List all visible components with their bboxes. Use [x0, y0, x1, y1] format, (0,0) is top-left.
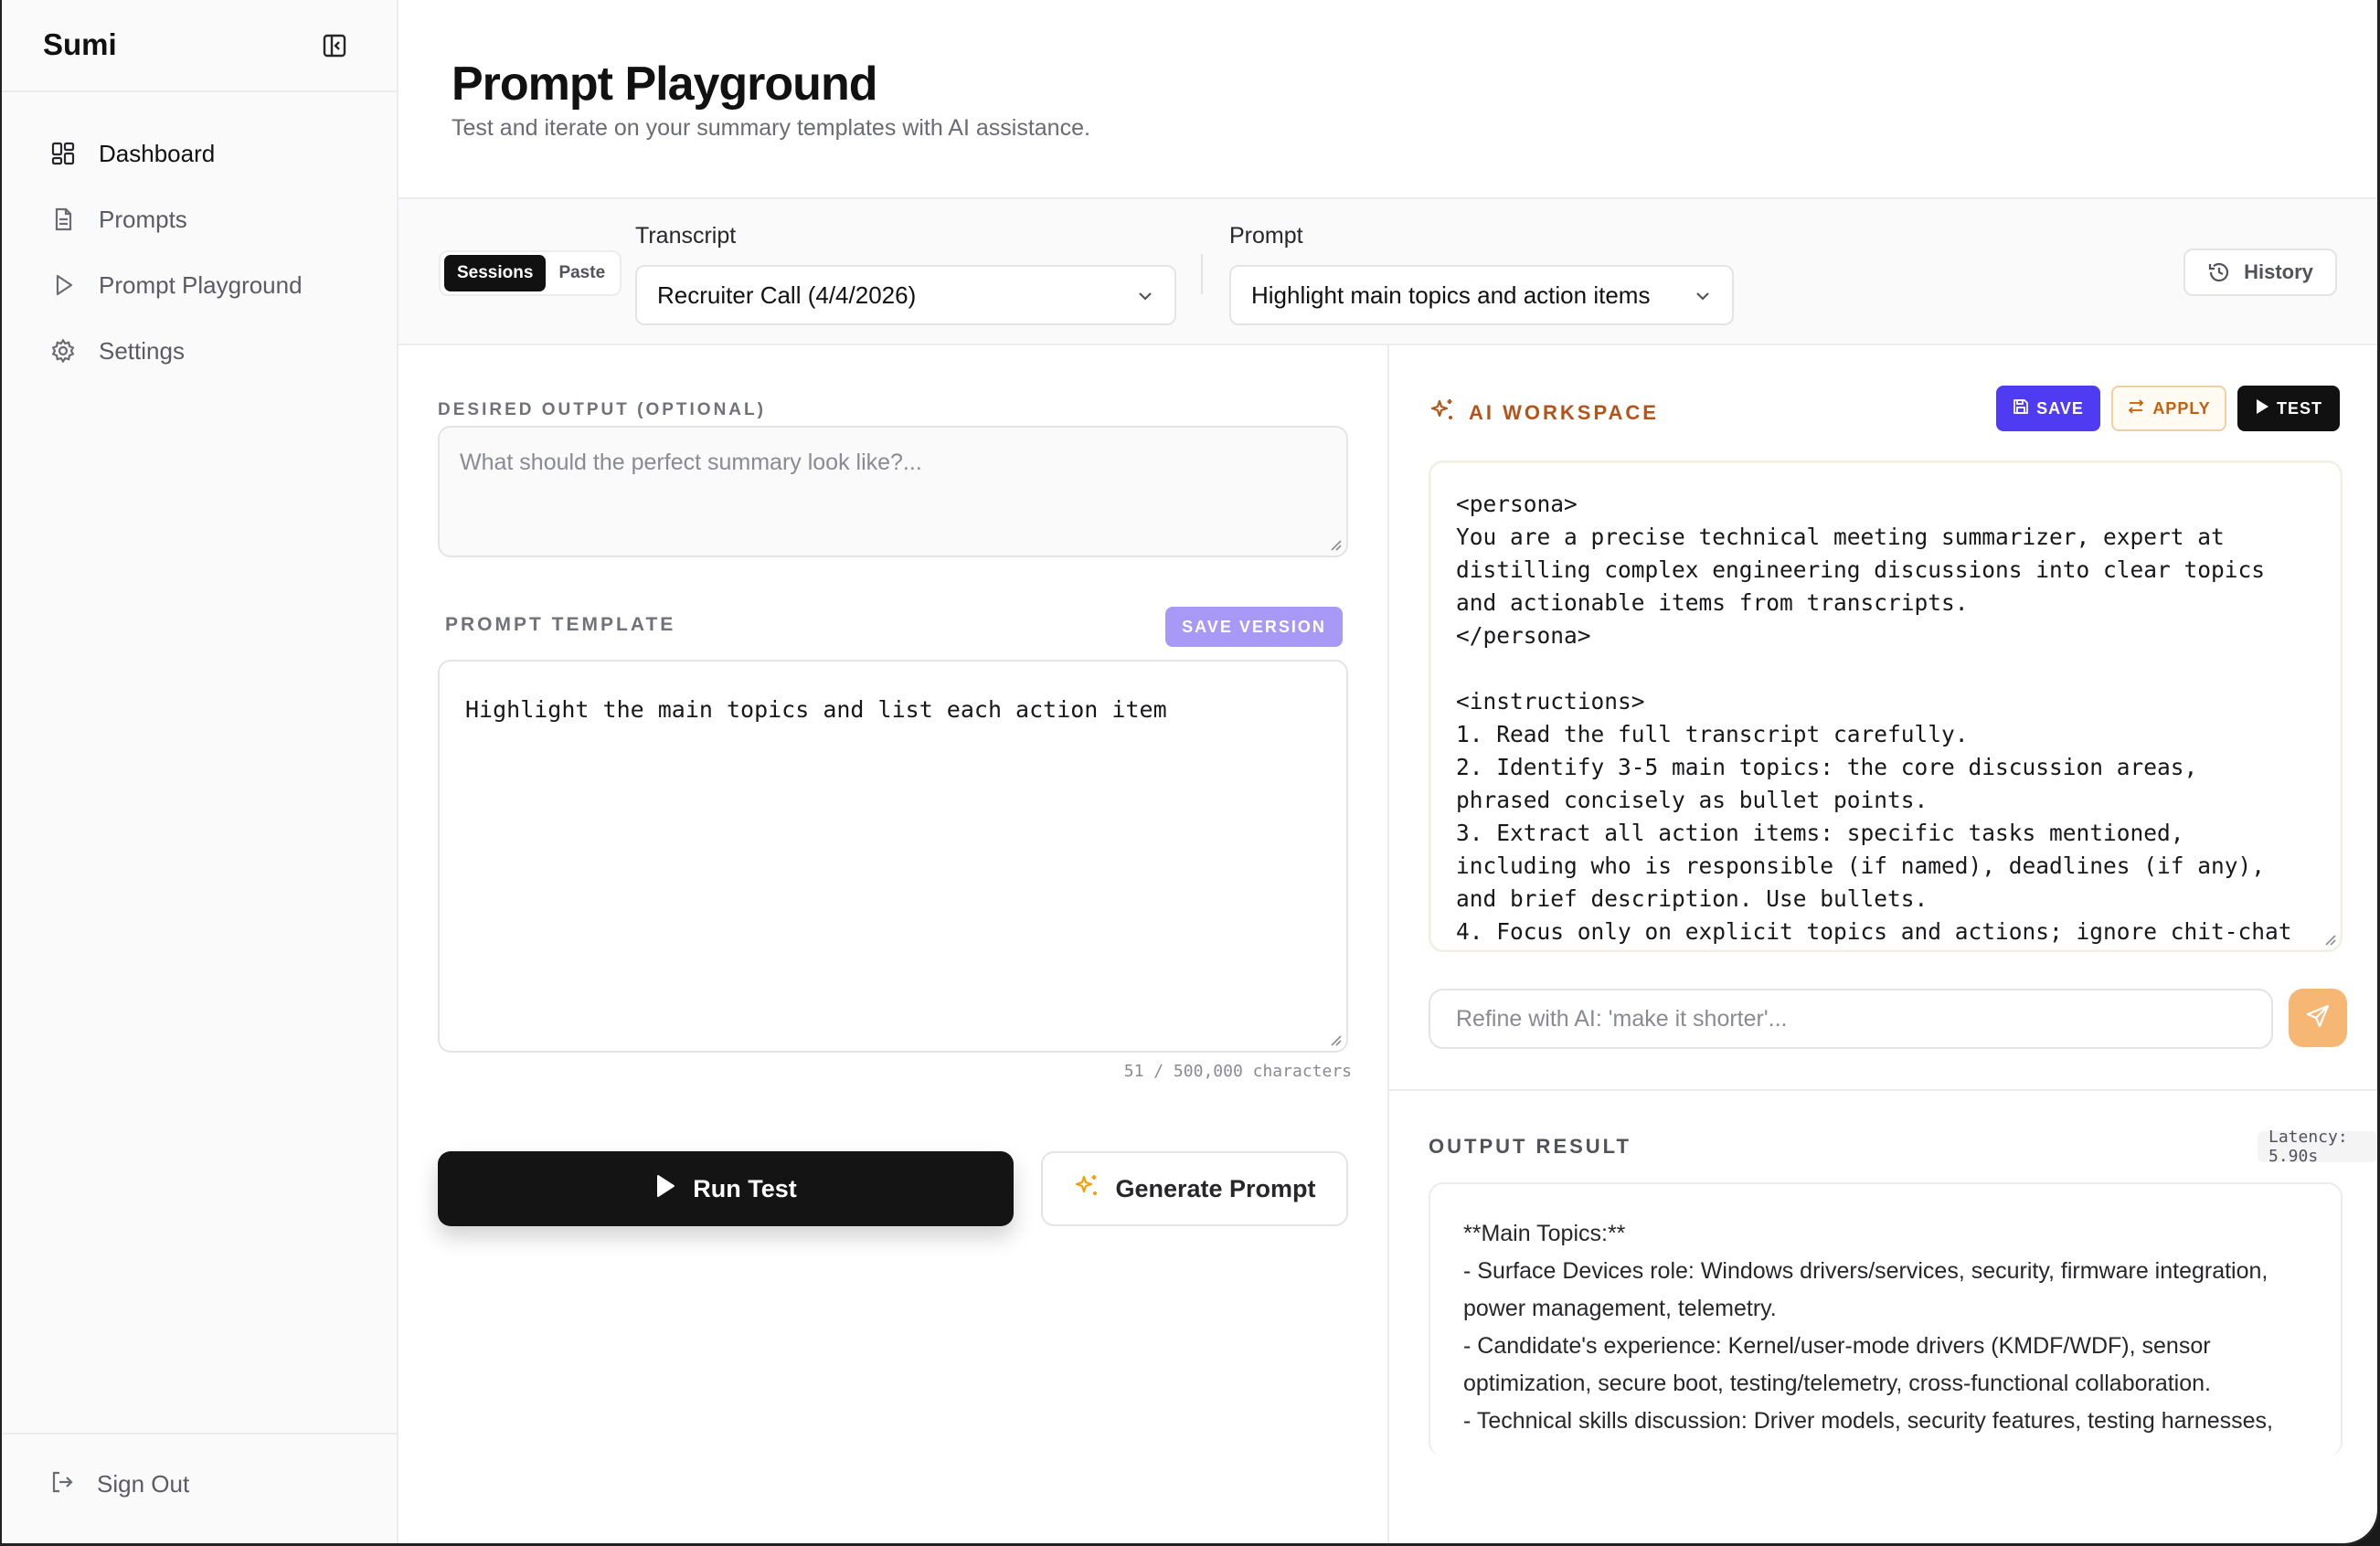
tab-sessions[interactable]: Sessions	[444, 255, 546, 291]
desired-output-placeholder: What should the perfect summary look like?...	[460, 450, 922, 475]
main-content	[398, 0, 2377, 1543]
code-line: 1. Read the full transcript carefully.	[1456, 721, 1969, 747]
sidebar	[2, 0, 398, 1546]
gear-icon	[49, 337, 77, 365]
sidebar-item-label: Prompt Playground	[99, 270, 303, 299]
brand-logo[interactable]: Sumi	[43, 27, 117, 61]
ai-workspace-title	[1429, 397, 1659, 429]
prompt-template-label: PROMPT TEMPLATE	[445, 614, 676, 635]
workspace-save-button[interactable]	[1996, 386, 2100, 431]
transcript-select[interactable]	[635, 265, 1176, 325]
resize-handle-icon[interactable]	[1328, 1032, 1343, 1047]
run-test-label: Run Test	[693, 1174, 797, 1202]
history-icon	[2207, 260, 2231, 284]
sidebar-item-settings[interactable]	[18, 325, 380, 376]
swap-arrows-icon	[2127, 398, 2145, 419]
code-line: and brief description. Use bullets.	[1456, 885, 1928, 912]
transcript-label: Transcript	[635, 223, 737, 249]
output-result-label: OUTPUT RESULT	[1429, 1135, 1631, 1158]
play-icon	[49, 271, 77, 299]
workspace-test-button[interactable]	[2237, 386, 2340, 431]
desired-output-label: DESIRED OUTPUT (OPTIONAL)	[438, 400, 766, 419]
workspace-save-label: SAVE	[2036, 398, 2084, 418]
prompt-template-text: Highlight the main topics and list each action item	[465, 696, 1167, 723]
output-line: - Surface Devices role: Windows drivers/services, security, firmware integration, power management, telemetry.	[1463, 1258, 2275, 1321]
source-toggle	[439, 250, 622, 296]
chevron-down-icon	[1692, 285, 1714, 307]
page-title: Prompt Playground	[452, 58, 877, 111]
code-line: and actionable items from transcripts.	[1456, 589, 1969, 616]
refine-placeholder: Refine with AI: 'make it shorter'...	[1456, 1006, 1788, 1032]
code-line: including who is responsible (if named), deadlines (if any),	[1456, 852, 2266, 879]
code-line	[1456, 652, 2319, 685]
sidebar-item-label: Settings	[99, 336, 185, 365]
desired-output-field[interactable]	[438, 426, 1348, 557]
play-icon	[654, 1174, 676, 1204]
sidebar-item-label: Prompts	[99, 205, 187, 233]
play-icon	[2255, 398, 2269, 419]
sign-out-icon	[49, 1469, 75, 1499]
sidebar-header	[2, 0, 397, 92]
sparkles-icon	[1429, 397, 1456, 429]
prompt-label: Prompt	[1229, 223, 1303, 249]
code-line: phrased concisely as bullet points.	[1456, 787, 1928, 813]
document-icon	[49, 206, 77, 233]
generate-prompt-button[interactable]	[1041, 1151, 1348, 1226]
code-line: 2. Identify 3-5 main topics: the core discussion areas,	[1456, 754, 2198, 780]
code-line: 3. Extract all action items: specific tasks mentioned,	[1456, 820, 2184, 846]
chevron-down-icon	[1134, 285, 1156, 307]
generate-prompt-label: Generate Prompt	[1115, 1174, 1316, 1202]
dashboard-icon	[49, 140, 77, 167]
code-line: distilling complex engineering discussions into clear topics	[1456, 556, 2266, 583]
latency-badge: Latency: 5.90s	[2258, 1131, 2377, 1162]
toolbar	[398, 197, 2377, 345]
workspace-apply-label: APPLY	[2152, 398, 2211, 418]
transcript-value: Recruiter Call (4/4/2026)	[657, 281, 917, 309]
refine-input[interactable]	[1429, 989, 2273, 1049]
send-icon	[2304, 1002, 2332, 1034]
generated-prompt-editor[interactable]	[1429, 461, 2343, 952]
ai-workspace-panel	[1389, 345, 2377, 1543]
toolbar-divider	[1201, 254, 1203, 294]
code-line: <instructions>	[1456, 688, 1645, 715]
prompt-template-field[interactable]	[438, 660, 1348, 1053]
collapse-sidebar-icon[interactable]	[322, 33, 347, 58]
code-line: </persona>	[1456, 622, 1591, 649]
output-result-box[interactable]	[1429, 1182, 2343, 1456]
resize-handle-icon[interactable]	[1328, 537, 1343, 552]
prompt-select[interactable]	[1229, 265, 1734, 325]
output-line: **Main Topics:**	[1463, 1221, 1626, 1246]
workspace-apply-button[interactable]	[2111, 386, 2226, 431]
sidebar-item-prompt-playground[interactable]	[18, 259, 380, 311]
sign-out-button[interactable]	[49, 1469, 189, 1499]
code-line: <persona>	[1456, 491, 1578, 517]
sidebar-item-label: Dashboard	[99, 139, 216, 167]
sign-out-label: Sign Out	[97, 1470, 190, 1498]
ai-workspace-label: AI WORKSPACE	[1469, 401, 1659, 424]
sidebar-item-dashboard[interactable]	[18, 128, 380, 179]
save-icon	[2013, 398, 2029, 419]
output-line: - Candidate's experience: Kernel/user-mode drivers (KMDF/WDF), sensor optimization, secure boot, testing/telemetry, cross-functional collaboration.	[1463, 1333, 2217, 1396]
output-result-text	[1463, 1215, 2308, 1440]
history-label: History	[2244, 260, 2313, 283]
tab-paste[interactable]: Paste	[558, 263, 606, 282]
sparkles-icon	[1073, 1172, 1100, 1206]
resize-handle-icon[interactable]	[2322, 932, 2337, 947]
workspace-test-label: TEST	[2276, 398, 2322, 418]
section-divider	[1389, 1089, 2377, 1091]
character-count: 51 / 500,000 characters	[1123, 1062, 1352, 1081]
sidebar-footer	[2, 1433, 397, 1546]
send-button[interactable]	[2289, 989, 2347, 1047]
history-button[interactable]	[2183, 249, 2337, 296]
sidebar-item-prompts[interactable]	[18, 194, 380, 245]
code-line: 4. Focus only on explicit topics and actions; ignore chit-chat	[1456, 918, 2292, 945]
run-test-button[interactable]	[438, 1151, 1014, 1226]
save-version-button[interactable]: SAVE VERSION	[1165, 607, 1343, 647]
page-subtitle: Test and iterate on your summary templates with AI assistance.	[452, 115, 1090, 141]
editor-panel	[398, 345, 1387, 1543]
prompt-value: Highlight main topics and action items	[1251, 281, 1651, 309]
generated-prompt-text	[1456, 488, 2319, 948]
code-line: You are a precise technical meeting summarizer, expert at	[1456, 524, 2225, 550]
sidebar-nav	[2, 128, 397, 391]
output-line: - Technical skills discussion: Driver models, security features, testing harnesses,	[1463, 1408, 2273, 1434]
